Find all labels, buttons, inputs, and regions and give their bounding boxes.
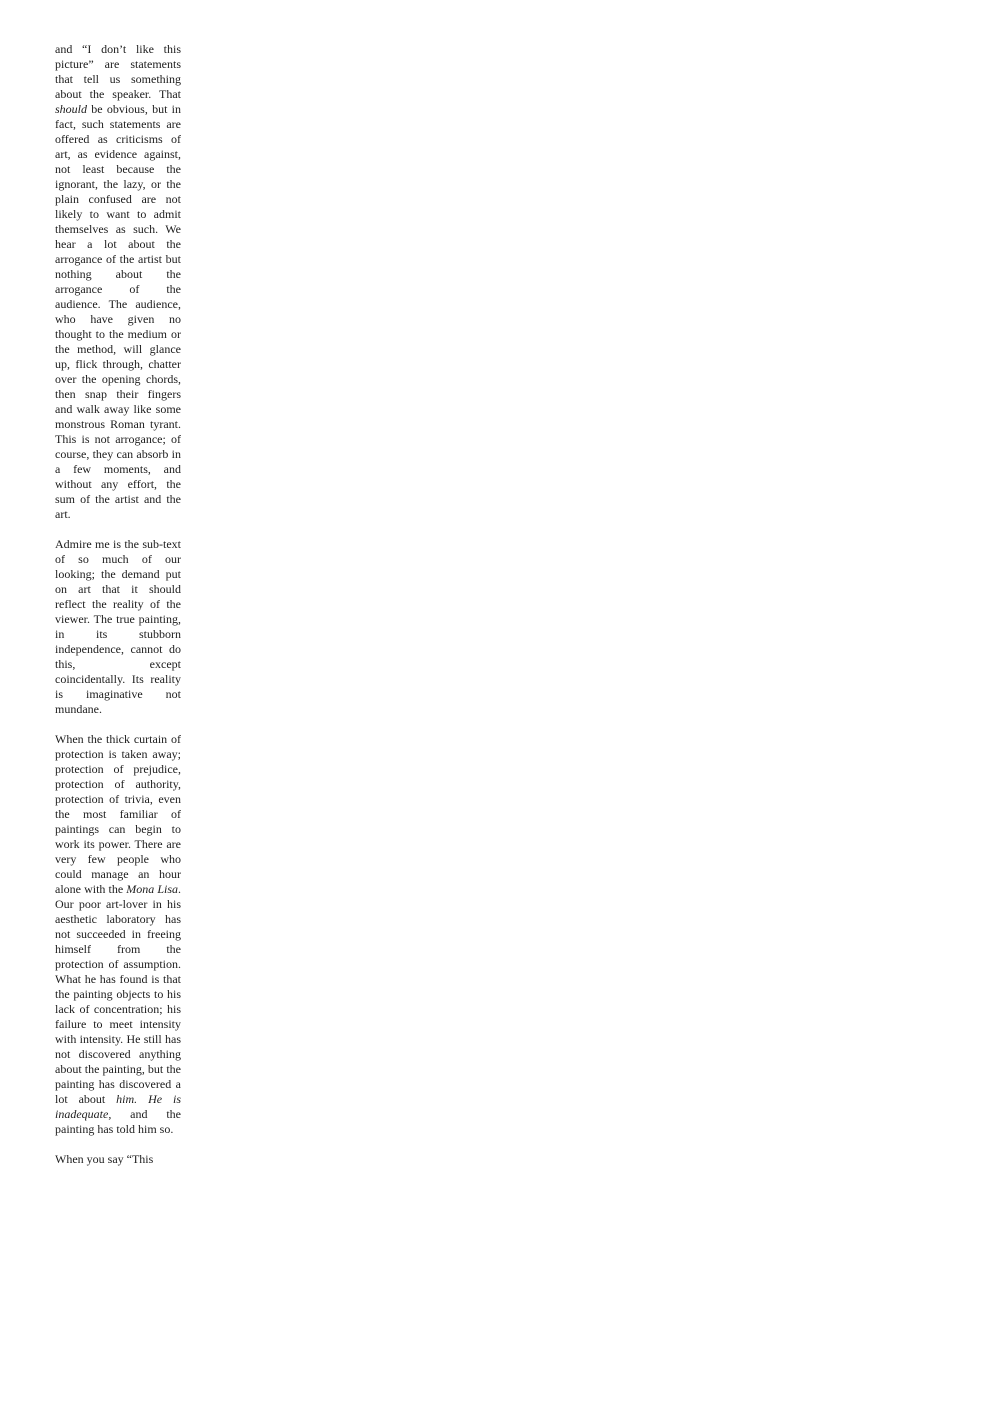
paragraph — [55, 1152, 181, 1167]
paragraph — [55, 537, 181, 717]
text-segment: . Our poor art-lover in his aesthetic laboratory has not succeeded in freeing himself from the protection of assumption. What he has found is that the painting objects to his lack of concentration; his failure to meet intensity with intensity. He still has not discovered anything about the painting, but the painting has discovered a lot about — [55, 882, 181, 1106]
italic-text-segment: should — [55, 102, 88, 116]
text-segment: and “I don’t like this picture” are statements that tell us something about the speaker. That — [55, 42, 181, 101]
paragraph — [55, 42, 181, 522]
text-column — [55, 42, 181, 1167]
text-segment: Admire me is the sub-text of so much of our looking; the demand put on art that it should reflect the reality of the viewer. The true painting, in its stubborn independence, cannot do this, except coincidentally. Its reality is imaginative not mundane. — [55, 537, 181, 716]
text-segment: and the painting has told him so. — [55, 1107, 181, 1136]
text-segment: When you say “This — [55, 1152, 154, 1166]
text-segment: be obvious, but in fact, such statements are offered as criticisms of art, as evidence against, not least because the ignorant, the lazy, or the plain confused are not likely to want to admit themselves as such. We hear a lot about the arrogance of the artist but nothing about the arrogance of the audience. The audience, who have given no thought to the medium or the method, will glance up, flick through, chatter over the opening chords, then snap their fingers and walk away like some monstrous Roman tyrant. This is not arrogance; of course, they can absorb in a few moments, and without any effort, the sum of the artist and the art. — [55, 102, 181, 521]
paragraph — [55, 732, 181, 1137]
italic-text-segment: Mona Lisa — [126, 882, 178, 896]
text-segment: When the thick curtain of protection is taken away; protection of prejudice, protection of authority, protection of trivia, even the most familiar of paintings can begin to work its power. There are very few people who could manage an hour alone with the — [55, 732, 181, 896]
italic-text-segment: him. He is inadequate, — [55, 1092, 182, 1121]
